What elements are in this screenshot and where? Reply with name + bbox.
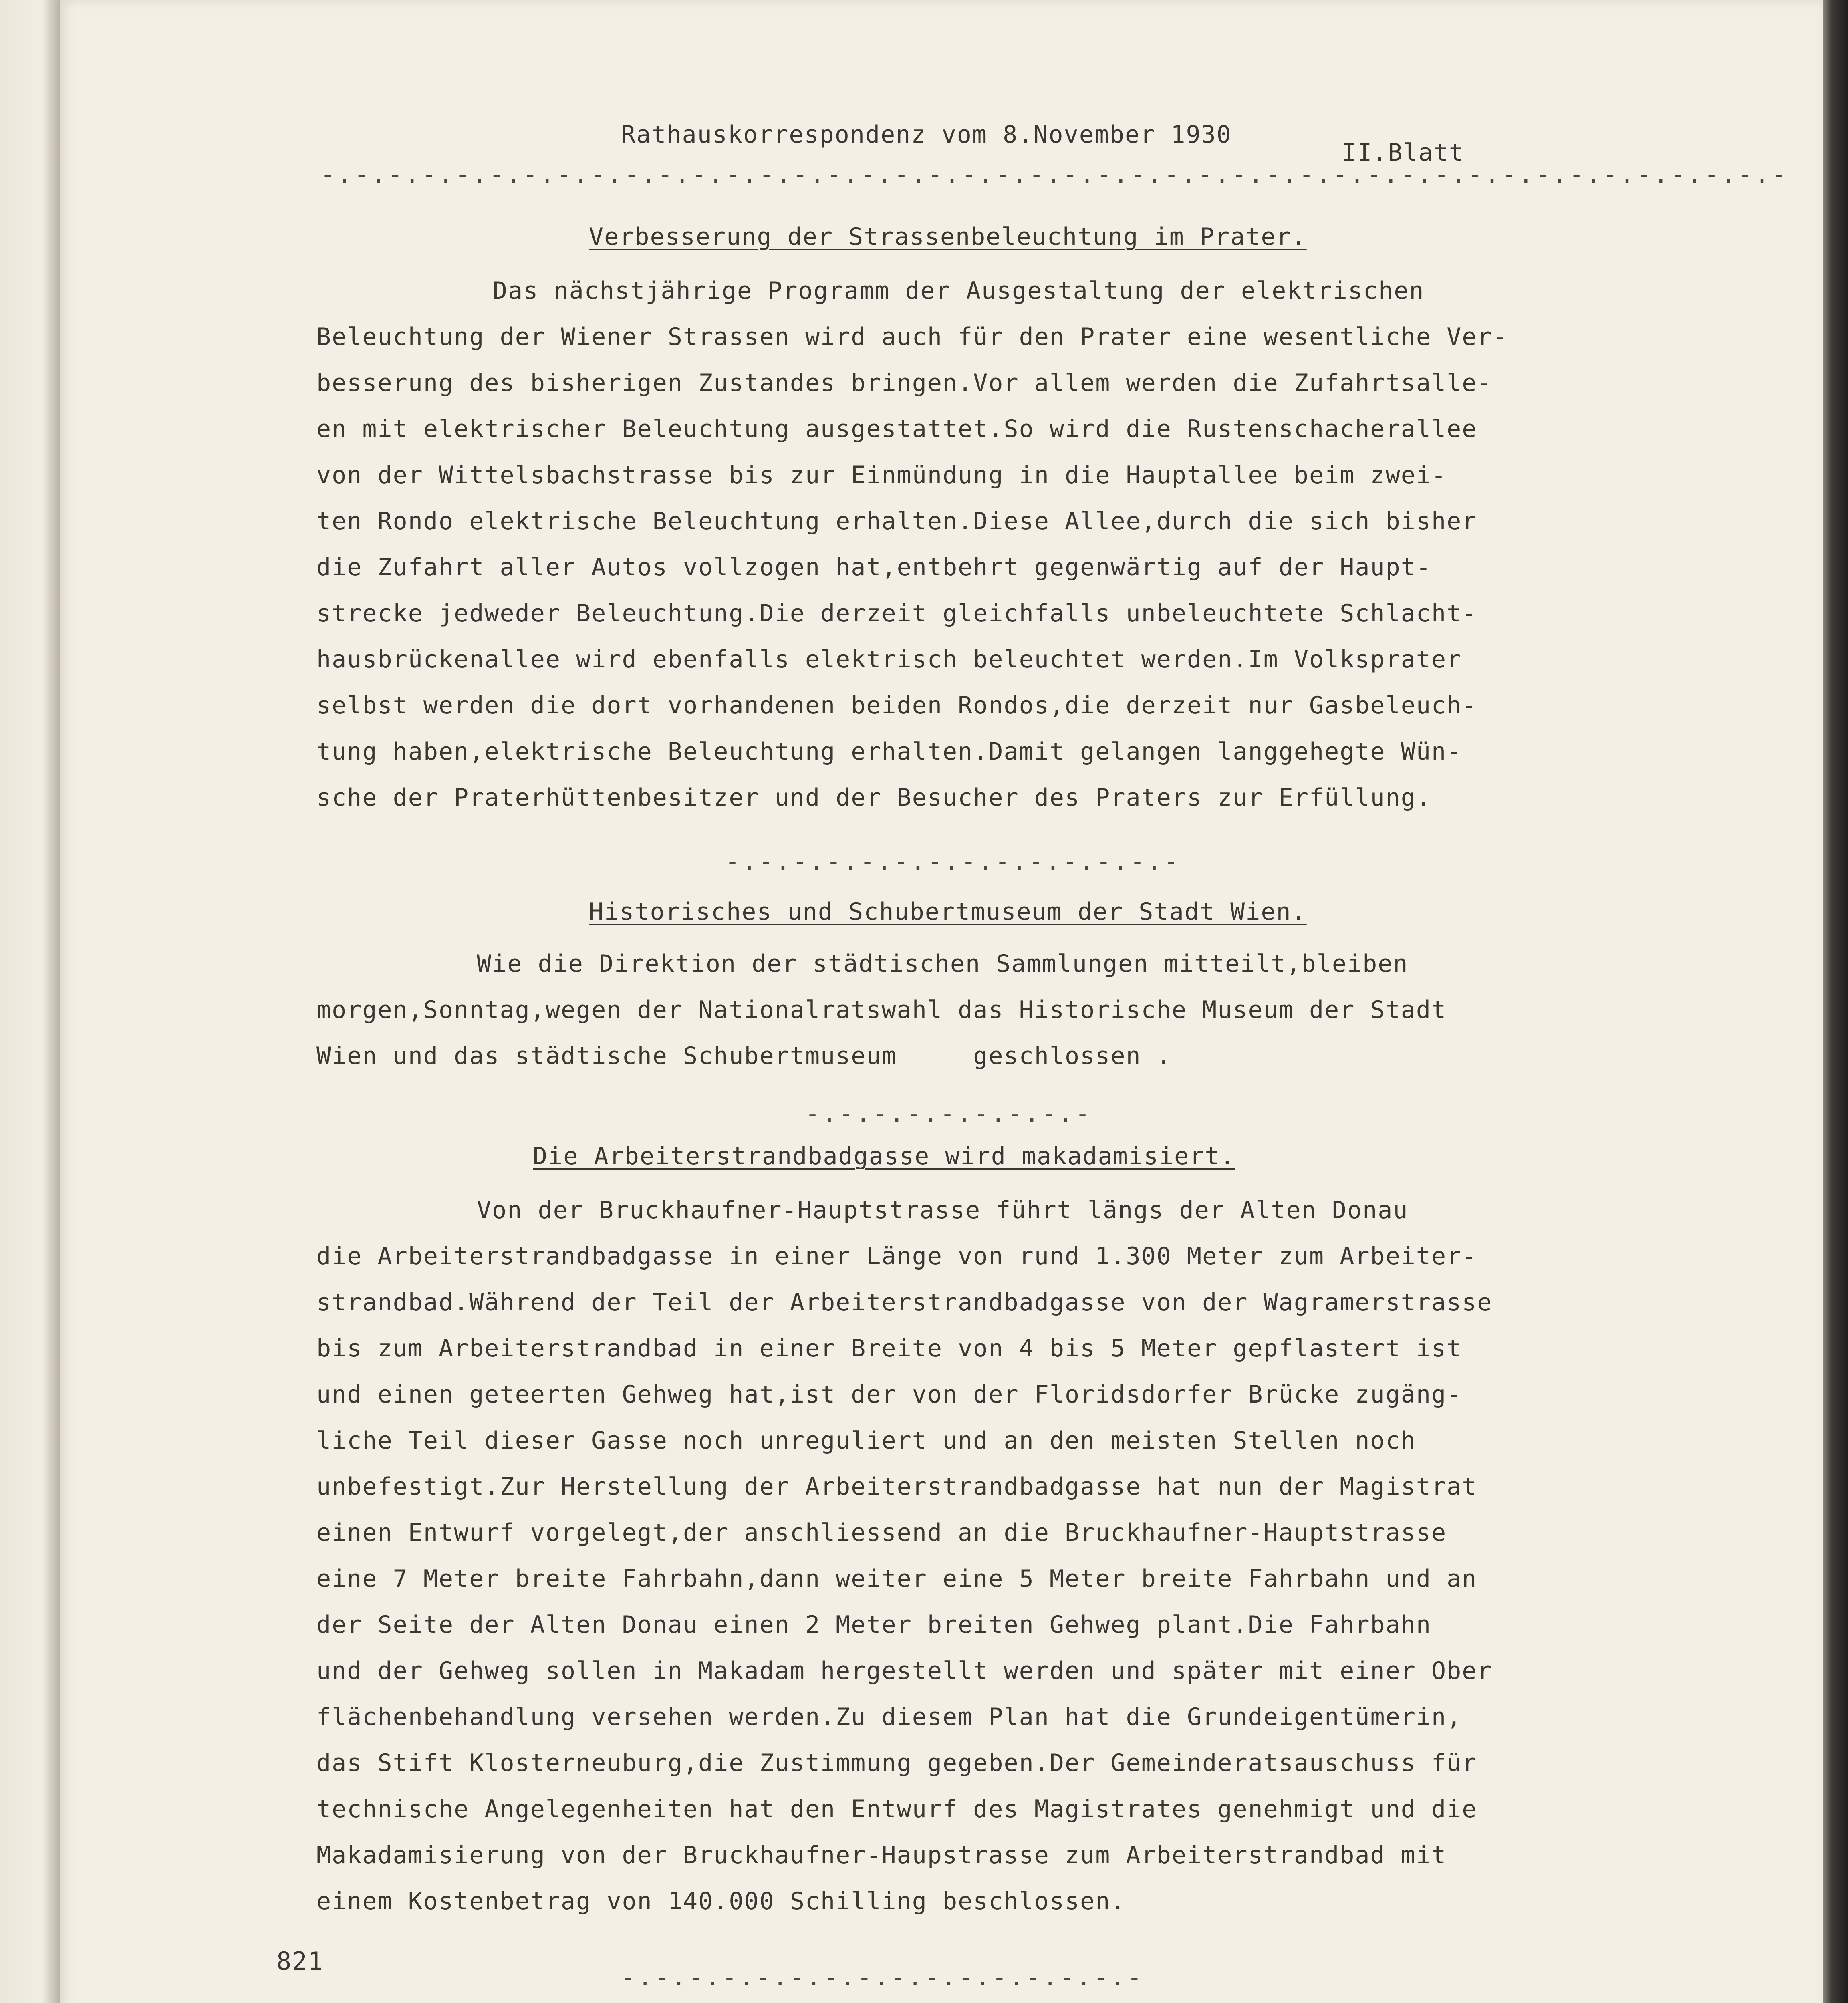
paragraph-line: strecke jedweder Beleuchtung.Die derzeit gleichfalls unbeleuchtete Schlacht- [316,599,1477,627]
header-title: Rathauskorrespondenz vom 8.November 1930 [621,121,1232,149]
header-sheet: II.Blatt [1342,139,1464,167]
paragraph-line: besserung des bisherigen Zustandes bringen.Vor allem werden die Zufahrtsalle- [316,369,1493,397]
paragraph-line: ten Rondo elektrische Beleuchtung erhalten.Diese Allee,durch die sich bisher [316,507,1477,535]
paragraph-line: hausbrückenallee wird ebenfalls elektrisch beleuchtet werden.Im Volksprater [316,645,1462,673]
paragraph-line: und der Gehweg sollen in Makadam hergestellt werden und später mit einer Ober [316,1657,1493,1685]
paragraph-line: eine 7 Meter breite Fahrbahn,dann weiter eine 5 Meter breite Fahrbahn und an [316,1565,1477,1593]
paragraph-line: sche der Praterhüttenbesitzer und der Besucher des Praters zur Erfüllung. [316,784,1431,812]
paragraph-line: liche Teil dieser Gasse noch unreguliert und an den meisten Stellen noch [316,1427,1416,1455]
paragraph-line: die Zufahrt aller Autos vollzogen hat,entbehrt gegenwärtig auf der Haupt- [316,553,1431,581]
paragraph-line: Beleuchtung der Wiener Strassen wird auch für den Prater eine wesentliche Ver- [316,323,1508,351]
paragraph-line: Wie die Direktion der städtischen Sammlungen mitteilt,bleiben [477,950,1409,978]
section-separator: -.-.-.-.-.-.-.-.-.-.-.-.-.- [725,848,1181,876]
paragraph-line: morgen,Sonntag,wegen der Nationalratswahl das Historische Museum der Stadt [316,996,1447,1024]
section-separator: -.-.-.-.-.-.-.-.- [805,1100,1092,1128]
typewritten-page [60,0,1823,2003]
section-heading-arbeiterstrandbadgasse: Die Arbeiterstrandbadgasse wird makadamisiert. [533,1142,1235,1170]
section-heading-museum: Historisches und Schubertmuseum der Stadt Wien. [589,898,1307,926]
paragraph-line: das Stift Klosterneuburg,die Zustimmung gegeben.Der Gemeinderatsauschuss für [316,1749,1477,1777]
paragraph-line: strandbad.Während der Teil der Arbeiterstrandbadgasse von der Wagramerstrasse [316,1288,1493,1316]
paragraph-line: einem Kostenbetrag von 140.000 Schilling beschlossen. [316,1887,1126,1915]
page-number: 821 [276,1947,324,1976]
paragraph-line: einen Entwurf vorgelegt,der anschliessend an die Bruckhaufner-Hauptstrasse [316,1519,1447,1547]
section-heading-prater: Verbesserung der Strassenbeleuchtung im Prater. [589,223,1307,251]
paragraph-line: Das nächstjährige Programm der Ausgestaltung der elektrischen [493,277,1425,305]
left-page-edge [0,0,60,2003]
paragraph-line: tung haben,elektrische Beleuchtung erhalten.Damit gelangen langgehegte Wün- [316,738,1462,766]
paragraph-line: und einen geteerten Gehweg hat,ist der von der Floridsdorfer Brücke zugäng- [316,1380,1462,1409]
right-book-edge [1823,0,1848,2003]
paragraph-line: bis zum Arbeiterstrandbad in einer Breite von 4 bis 5 Meter gepflastert ist [316,1334,1462,1362]
paragraph-line: selbst werden die dort vorhandenen beiden Rondos,die derzeit nur Gasbeleuch- [316,691,1477,719]
paragraph-line: flächenbehandlung versehen werden.Zu diesem Plan hat die Grundeigentümerin, [316,1703,1462,1731]
paragraph-line: Wien und das städtische Schubertmuseum geschlossen . [316,1042,1172,1070]
paragraph-line: der Seite der Alten Donau einen 2 Meter breiten Gehweg plant.Die Fahrbahn [316,1611,1431,1639]
paragraph-line: die Arbeiterstrandbadgasse in einer Länge von rund 1.300 Meter zum Arbeiter- [316,1242,1477,1270]
paragraph-line: von der Wittelsbachstrasse bis zur Einmündung in die Hauptallee beim zwei- [316,461,1447,489]
paragraph-line: unbefestigt.Zur Herstellung der Arbeiterstrandbadgasse hat nun der Magistrat [316,1473,1477,1501]
paragraph-line: technische Angelegenheiten hat den Entwurf des Magistrates genehmigt und die [316,1795,1477,1823]
paragraph-line: en mit elektrischer Beleuchtung ausgestattet.So wird die Rustenschacherallee [316,415,1477,443]
footer-separator: -.-.-.-.-.-.-.-.-.-.-.-.-.-.-.- [621,1963,1144,1991]
header-rule: -.-.-.-.-.-.-.-.-.-.-.-.-.-.-.-.-.-.-.-.-.-.-.-.-.-.-.-.-.-.-.-.-.-.-.-.-.-.-.-.-.-.-.- [320,161,1789,189]
paragraph-line: Von der Bruckhaufner-Hauptstrasse führt längs der Alten Donau [477,1196,1409,1224]
paragraph-line: Makadamisierung von der Bruckhaufner-Haupstrasse zum Arbeiterstrandbad mit [316,1841,1447,1869]
